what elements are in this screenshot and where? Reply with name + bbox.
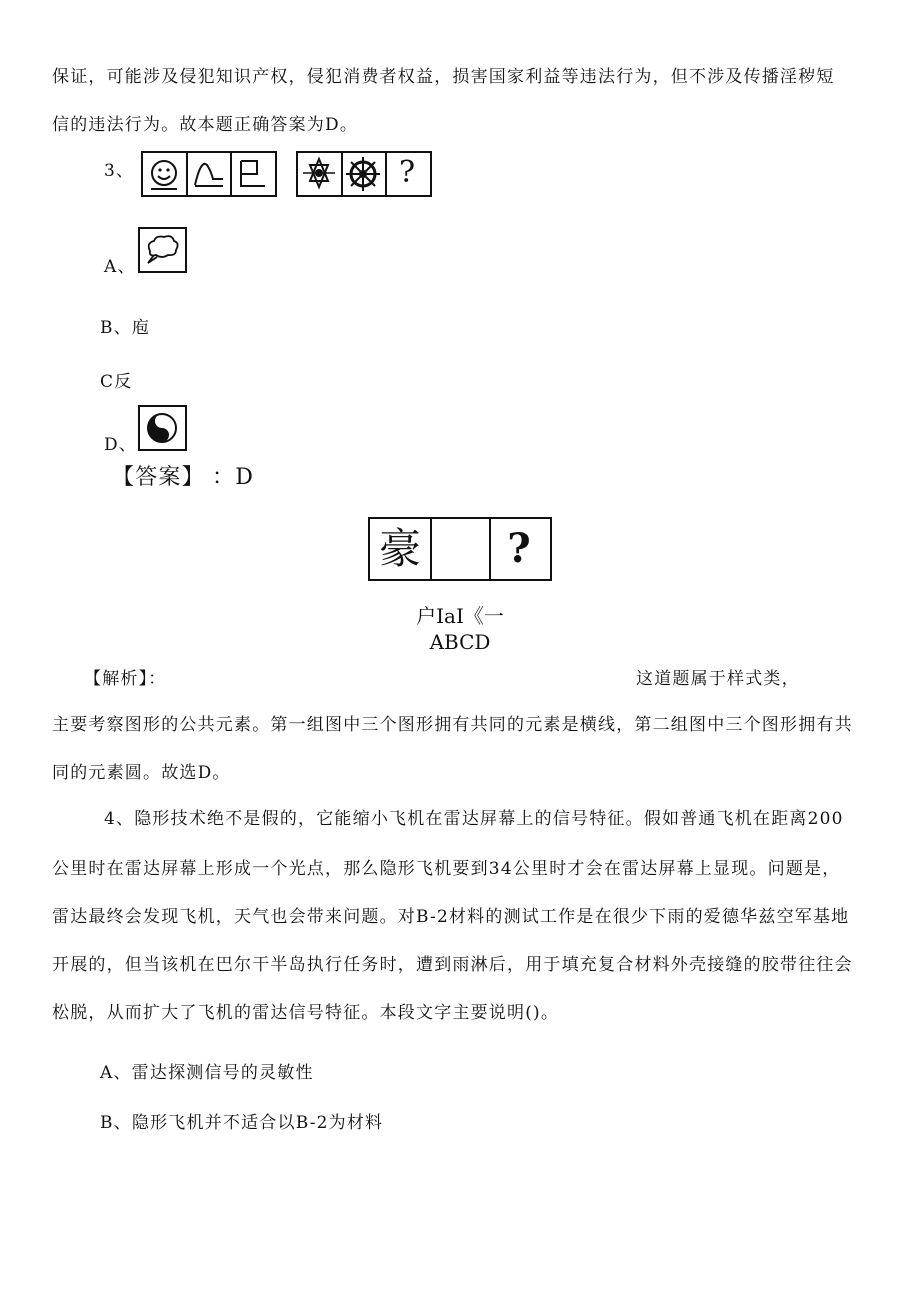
star-figure: [298, 153, 343, 195]
figure-sequence: [368, 517, 552, 581]
cloud-figure: [138, 227, 187, 273]
analysis-text: 这道题属于样式类，: [636, 669, 800, 689]
analysis-label: 【解析】：: [84, 669, 167, 689]
answer-label: 【答案】: [112, 465, 205, 490]
option-d-label: D、: [104, 435, 138, 455]
yin-yang-figure: [138, 405, 187, 451]
option-b: B、庖: [100, 318, 151, 338]
figure-character: 豪: [370, 519, 432, 579]
figure-group-2: [296, 151, 432, 197]
figure-group-1: [141, 151, 277, 197]
answer-value: ：D: [212, 465, 255, 490]
figure-caption: 户IaI《一: [416, 604, 504, 628]
paragraph-line: 信的违法行为。故本题正确答案为D。: [52, 115, 359, 135]
question-4-line: 松脱，从而扩大了飞机的雷达信号特征。本段文字主要说明()。: [52, 1003, 560, 1023]
figure-option-letters: ABCD: [429, 630, 491, 654]
curve-figure: [187, 153, 232, 195]
flag-figure: [231, 153, 273, 195]
question-4-option-a: A、雷达探测信号的灵敏性: [100, 1063, 314, 1083]
analysis-text: 同的元素圆。故选D。: [52, 763, 231, 783]
question-4-line: 开展的，但当该机在巴尔干半岛执行任务时，遭到雨淋后，用于填充复合材料外壳接缝的胶带往往会: [52, 955, 853, 975]
figure-question-mark: ?: [507, 525, 531, 572]
analysis-text: 主要考察图形的公共元素。第一组图中三个图形拥有共同的元素是横线，第二组图中三个图形拥有共: [52, 715, 853, 735]
question-mark: ?: [398, 155, 416, 190]
wheel-figure: [342, 153, 387, 195]
paragraph-line: 保证，可能涉及侵犯知识产权，侵犯消费者权益，损害国家利益等违法行为，但不涉及传播淫秽短: [52, 67, 835, 87]
figure-empty-cell: [431, 519, 491, 579]
option-a-label: A、: [104, 257, 136, 277]
question-4-option-b: B、隐形飞机并不适合以B-2为材料: [100, 1113, 384, 1133]
question-number: 3、: [104, 161, 135, 181]
option-c: C反: [100, 372, 133, 392]
question-4-line: 4、隐形技术绝不是假的，它能缩小飞机在雷达屏幕上的信号特征。假如普通飞机在距离200: [104, 809, 844, 829]
question-4-line: 公里时在雷达屏幕上形成一个光点，那么隐形飞机要到34公里时才会在雷达屏幕上显现。问题是，: [52, 859, 841, 879]
smiley-figure: [143, 153, 188, 195]
question-4-line: 雷达最终会发现飞机，天气也会带来问题。对B-2材料的测试工作是在很少下雨的爱德华兹空军基地: [52, 907, 850, 927]
